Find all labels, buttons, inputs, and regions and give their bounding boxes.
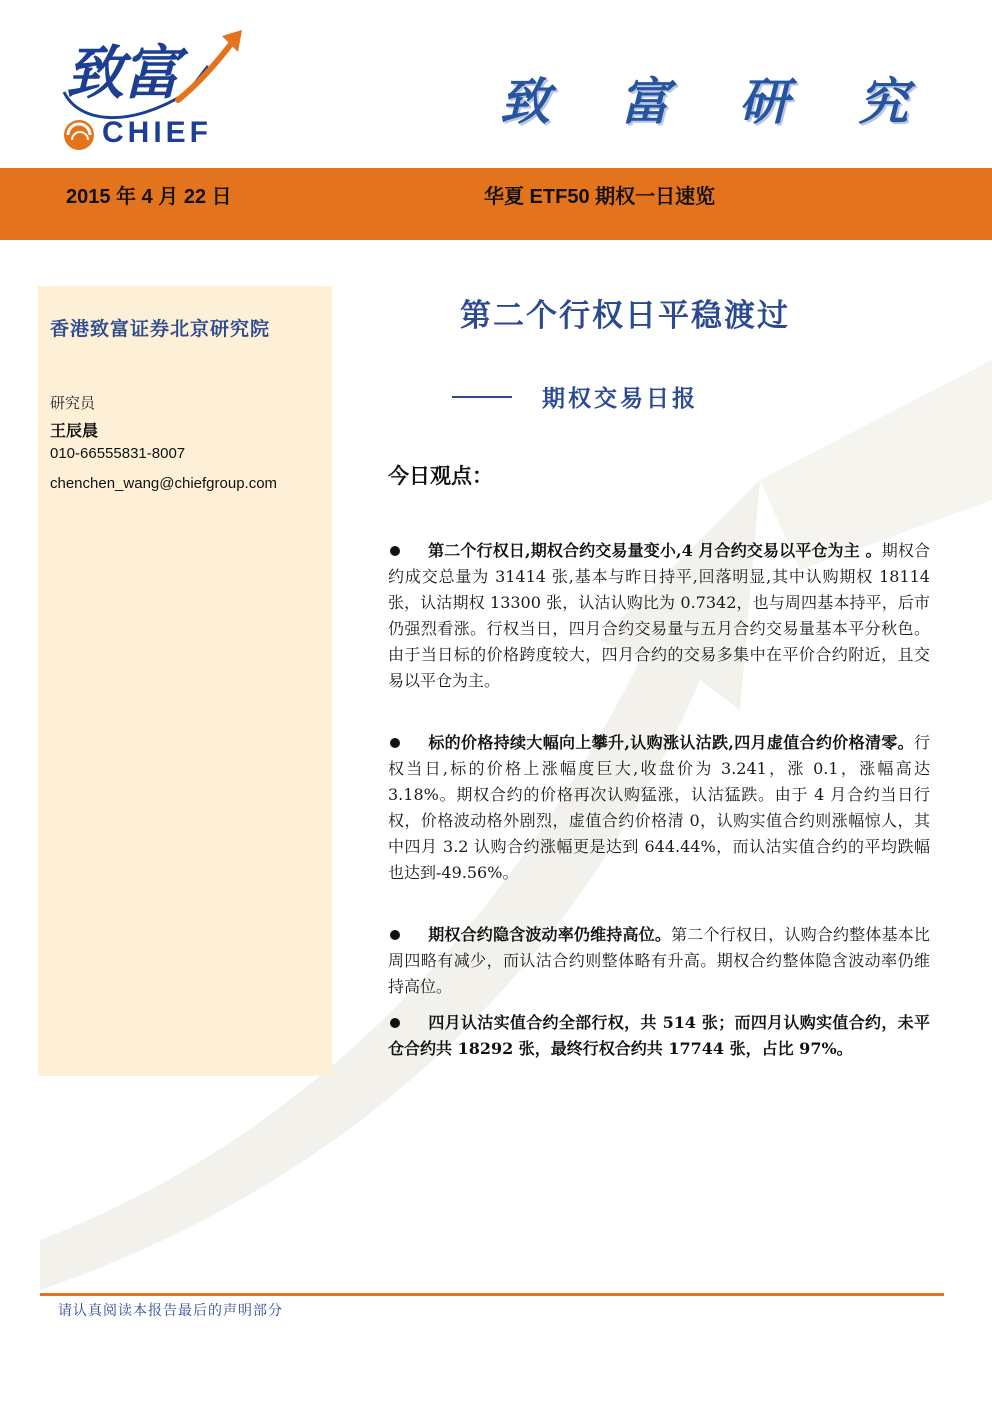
bullet-lead: 标的价格持续大幅向上攀升,认购涨认沽跌,四月虚值合约价格清零。: [428, 733, 914, 752]
sidebar-role: 研究员: [50, 394, 96, 412]
report-series-title: 华夏 ETF50 期权一日速览: [484, 186, 716, 208]
section-heading-today: 今日观点：: [388, 463, 493, 488]
bullet-dot-icon: [390, 546, 400, 556]
footer-divider: [40, 1293, 944, 1296]
bullet-dot-icon: [390, 930, 400, 940]
bullet-item-3: [388, 922, 930, 1000]
bullet-lead: 第二个行权日,期权合约交易量变小,4 月合约交易以平仓为主 。: [428, 541, 882, 560]
sidebar-email-link[interactable]: chenchen_wang@chiefgroup.com: [50, 475, 278, 492]
bullet-lead: 期权合约隐含波动率仍维持高位。: [428, 925, 672, 944]
page-subtitle: 期权交易日报: [542, 385, 698, 412]
logo-brand-en: CHIEF: [102, 116, 212, 149]
bullet-item-1: [388, 538, 930, 694]
bullet-body: 期权合约成交总量为 31414 张,基本与昨日持平,回落明显,其中认购期权 18114 张，认沽期权 13300 张，认沽认购比为 0.7342，也与周四基本持平，后市仍强烈看涨。行权当日，四月合约交易量与五月合约交易量基本平分秋色。由于当日标的价格跨度较大，四月合约的交易多集中在平价合约附近，且交易以平仓为主。: [388, 541, 930, 690]
bullet-body: 第二个行权日，认购合约整体基本比周四略有减少，而认沽合约则整体略有升高。期权合约整体隐含波动率仍维持高位。: [388, 925, 930, 996]
logo-mark-text: 致富: [66, 39, 179, 107]
sidebar-analyst-name: 王辰晨: [50, 421, 99, 440]
page-title: 第二个行权日平稳渡过: [460, 298, 790, 334]
report-date: 2015 年 4 月 22 日: [66, 186, 232, 208]
footer-disclaimer: 请认真阅读本报告最后的声明部分: [58, 1303, 283, 1319]
sidebar-org-name: 香港致富证券北京研究院: [50, 318, 271, 340]
bullet-dot-icon: [390, 738, 400, 748]
sidebar-phone: 010-66555831-8007: [50, 445, 186, 462]
subtitle-dash: [452, 396, 512, 398]
bullet-dot-icon: [390, 1018, 400, 1028]
logo-globe-icon: [62, 118, 96, 152]
bullet-item-4: [388, 1010, 930, 1062]
bullet-item-2: [388, 730, 930, 886]
brand-title: 致 富 研 究: [500, 72, 935, 131]
bullet-lead: 四月认沽实值合约全部行权，共 514 张；而四月认购实值合约，未平仓合约共 18292 张，最终行权合约共 17744 张，占比 97%。: [388, 1013, 930, 1058]
bullet-body: 行权当日,标的价格上涨幅度巨大,收盘价为 3.241，涨 0.1，涨幅高达 3.18%。期权合约的价格再次认购猛涨，认沽猛跌。由于 4 月合约当日行权，价格波动格外剧烈，虚值合约价格清 0，认购实值合约则涨幅惊人，其中四月 3.2 认购合约涨幅更是达到 644.44%，而认沽实值合约的平均跌幅也达到-49.56%。: [388, 733, 930, 882]
